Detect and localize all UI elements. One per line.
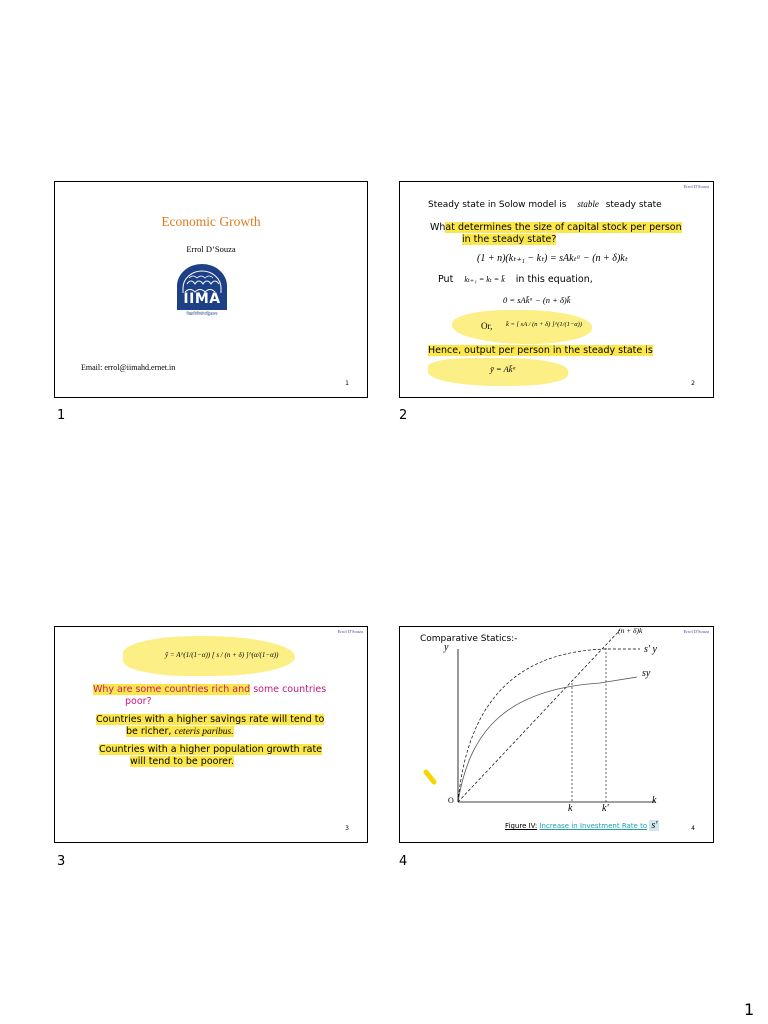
line-prefix: Steady state in Solow model is — [428, 200, 567, 210]
slide-title: Economic Growth — [161, 214, 261, 229]
question-line-2: in the steady state? — [462, 234, 557, 245]
k-prime-label: k' — [602, 803, 609, 814]
line-suffix: steady state — [605, 200, 662, 210]
put-line — [438, 274, 593, 285]
slide-label: 4 — [399, 854, 408, 869]
savings-label: sy — [642, 668, 651, 679]
equation-top: ȳ = A^(1/(1−α)) [ s / (n + δ) ]^(α/(1−α)) — [165, 651, 279, 659]
why-line-2: poor? — [125, 696, 152, 707]
k-label: k — [568, 803, 573, 814]
document-page-number: 1 — [744, 1000, 755, 1019]
logo-subtext: विद्याविनियोगाद्विकासः — [186, 311, 218, 316]
slide-header: Errol D'Souza — [683, 629, 709, 634]
caption-main: Increase in Investment Rate to — [539, 822, 648, 830]
origin-label: O — [448, 796, 454, 805]
break-even-line — [458, 630, 620, 802]
equation-3: k̄ = [ sA / (n + δ) ]^(1/(1−α)) — [506, 321, 583, 328]
email: Email: errol@iimahd.ernet.in — [81, 363, 176, 372]
population-line-2: will tend to be poorer. — [130, 756, 235, 767]
slide-2 — [399, 181, 714, 398]
slide-label: 2 — [399, 408, 408, 423]
iima-logo — [175, 264, 229, 320]
page-number: 3 — [345, 825, 349, 832]
page-number: 2 — [691, 380, 695, 387]
why-part-2: some countries — [253, 684, 327, 695]
slide-label: 1 — [57, 408, 66, 423]
x-axis-label: k — [652, 795, 657, 806]
y-axis-label: y — [444, 642, 449, 653]
highlighter-mark — [426, 772, 434, 782]
or-label: Or, — [481, 321, 493, 331]
page-number: 1 — [345, 380, 349, 387]
slide-title: Comparative Statics:- — [420, 634, 518, 644]
equation-4: ȳ = Ak̄ᵅ — [490, 364, 516, 374]
slide-1 — [54, 181, 368, 398]
line-italic: stable — [577, 199, 599, 209]
why-line-1 — [93, 684, 326, 695]
question-rest: at determines the size of capital stock per person — [445, 222, 682, 233]
savings-prefix: be richer, — [126, 726, 172, 737]
put-label: Put — [438, 274, 454, 285]
slide-label: 3 — [57, 854, 66, 869]
question-line-1 — [430, 222, 682, 233]
new-savings-label: s' y — [644, 644, 657, 655]
slide-4 — [399, 626, 714, 843]
put-suffix: in this equation, — [515, 274, 593, 285]
savings-italic: ceteris paribus. — [174, 727, 234, 737]
caption-symbol: s' — [651, 820, 658, 831]
hence-line: Hence, output per person in the steady state is — [428, 345, 653, 356]
caption-prefix: Figure IV: — [505, 822, 538, 830]
savings-line-2 — [126, 726, 234, 737]
comparative-statics-diagram — [400, 627, 714, 843]
slide-header: Errol D'Souza — [337, 629, 363, 634]
equation-1: (1 + n)(kₜ₊₁ − kₜ) = sAkₜᵅ − (n + δ)kₜ — [477, 253, 628, 264]
put-equation: kₜ₊₁ = kₜ = k̄ — [464, 275, 505, 284]
new-savings-curve — [458, 649, 640, 802]
equation-2: 0 = sAk̄ᵅ − (n + δ)k̄ — [503, 295, 571, 305]
savings-line-1: Countries with a higher savings rate will tend to — [96, 714, 325, 725]
savings-curve — [458, 677, 637, 802]
figure-caption — [505, 820, 659, 831]
break-even-label: (n + δ)k — [618, 626, 643, 635]
slide-header: Errol D'Souza — [683, 184, 709, 189]
slide-author: Errol D’Souza — [186, 244, 236, 254]
question-wh: Wh — [430, 222, 446, 233]
steady-state-line — [428, 199, 662, 210]
population-line-1: Countries with a higher population growth rate — [99, 744, 323, 755]
logo-text: IIMA — [183, 291, 221, 307]
slide-3 — [54, 626, 368, 843]
why-part-1: Why are some countries rich and — [93, 684, 251, 695]
page-number: 4 — [691, 825, 695, 832]
